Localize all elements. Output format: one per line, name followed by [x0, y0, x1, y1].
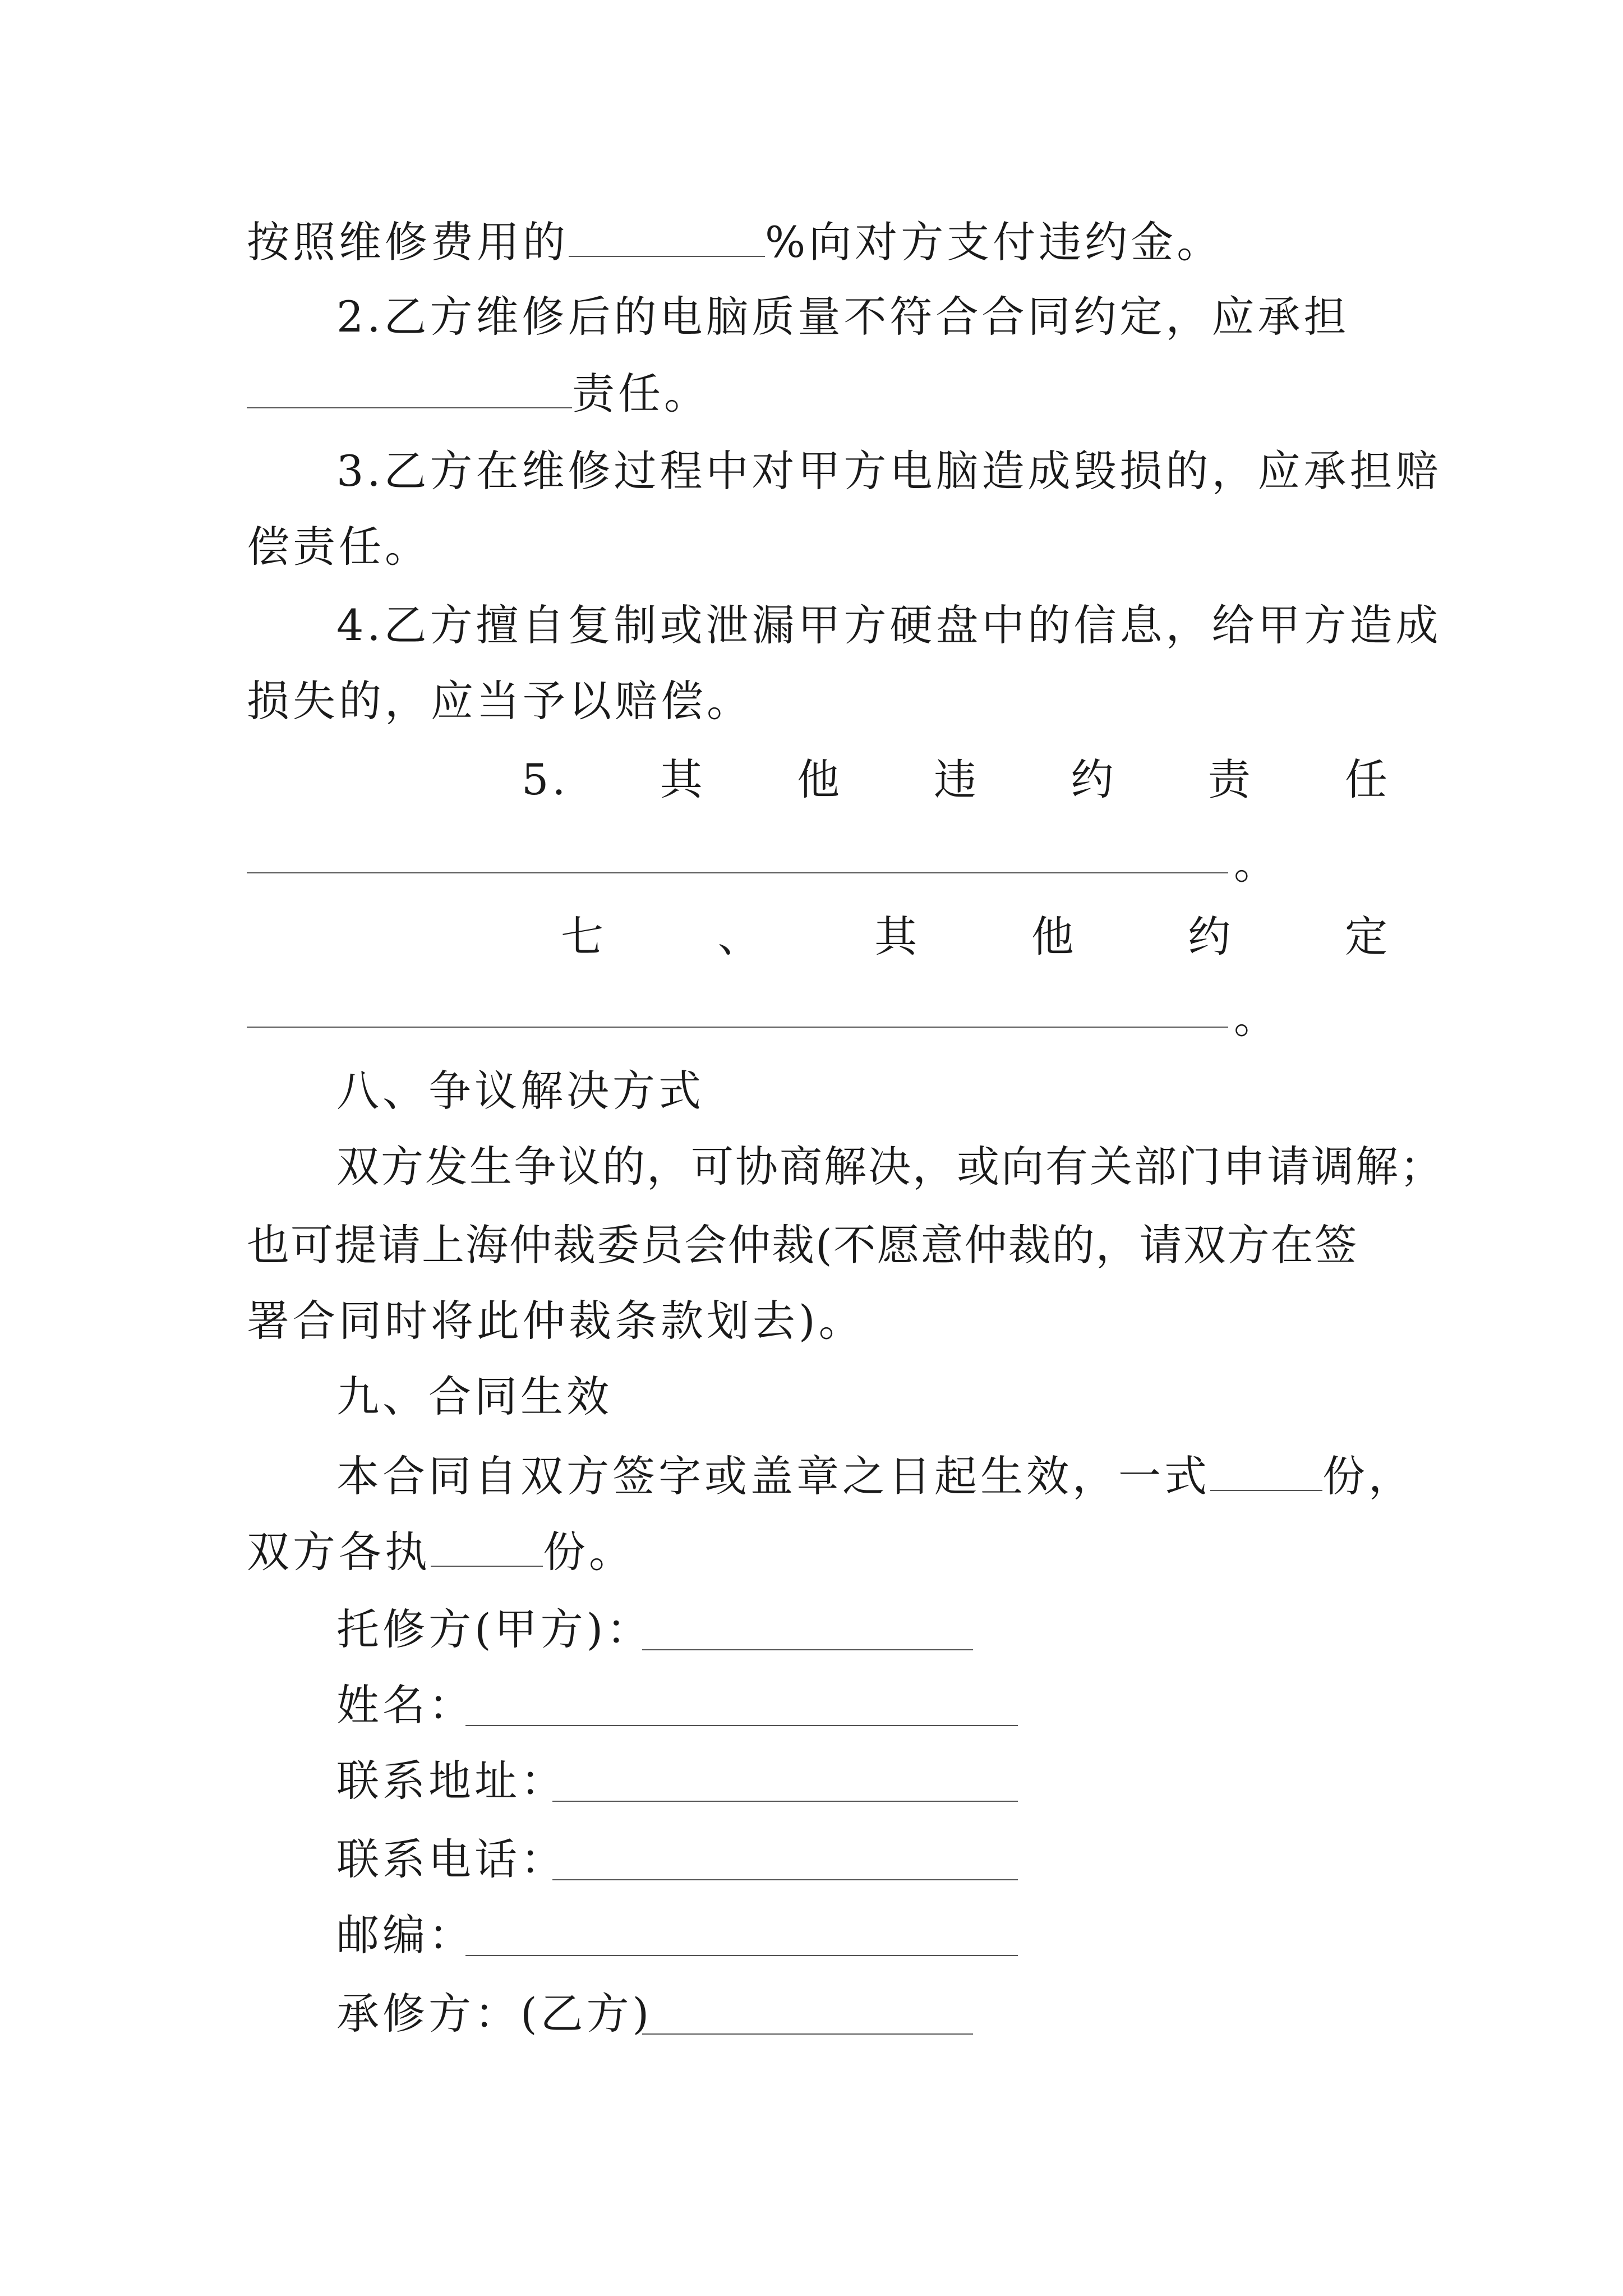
dispute-text-1: 双方发生争议的，可协商解决，或向有关部门申请调解；: [336, 1142, 1444, 1191]
phone-label: 联系电话：: [336, 1834, 566, 1884]
clause-5-number: 5.: [522, 754, 569, 804]
penalty-rate-blank[interactable]: [569, 213, 765, 257]
clause-2-text: 2.乙方维修后的电脑质量不符合合同约定，应承担: [336, 292, 1350, 342]
section-8-para-line3: [247, 1293, 1391, 1349]
other-liability-blank[interactable]: [247, 872, 1228, 873]
clause-3-text: 3.乙方在维修过程中对甲方电脑造成毁损的，应承担赔: [336, 446, 1442, 496]
section-7-char: 、: [717, 912, 764, 961]
client-party-label: 托修方(甲方)：: [336, 1604, 653, 1654]
clause-2-continuation: [247, 365, 1391, 421]
clause-3-text-end: 偿责任。: [247, 522, 431, 572]
copies-count-blank[interactable]: [1210, 1447, 1322, 1491]
clause-3-continuation: [247, 519, 1391, 575]
dispute-text-2: 也可提请上海仲裁委员会仲裁(不愿意仲裁的，请双方在签: [247, 1220, 1358, 1270]
section-9-para-line1: [336, 1447, 1414, 1503]
clause-5-char: 任: [1344, 754, 1391, 804]
clause-3-line: [336, 443, 1442, 499]
each-holds-text: 双方各执: [247, 1527, 431, 1577]
address-blank[interactable]: [552, 1801, 1018, 1802]
section-7-char: 定: [1344, 912, 1391, 961]
section-8-title: 八、争议解决方式: [336, 1066, 704, 1116]
penalty-text-end: %向对方支付违约金。: [765, 217, 1223, 267]
other-terms-blank[interactable]: [247, 1027, 1228, 1028]
name-blank[interactable]: [465, 1725, 1018, 1726]
section-8-para-line1: [336, 1139, 1444, 1195]
postcode-label: 邮编：: [336, 1910, 474, 1960]
section-7-char: 他: [1031, 912, 1077, 961]
address-label: 联系地址：: [336, 1756, 566, 1806]
clause-5-char: 责: [1207, 754, 1254, 804]
other-terms-period: 。: [1234, 993, 1276, 1043]
each-holds-text-end: 份。: [543, 1527, 635, 1577]
section-7-char: 七: [561, 912, 607, 961]
name-label: 姓名：: [336, 1680, 474, 1730]
effect-text-end: 份，: [1322, 1451, 1414, 1501]
contractor-party-blank[interactable]: [642, 2033, 973, 2035]
each-copies-blank[interactable]: [431, 1523, 543, 1567]
contractor-party-label: 承修方：(乙方): [336, 1989, 653, 2039]
section-8-heading: [336, 1063, 1391, 1119]
clause-4-text: 4.乙方擅自复制或泄漏甲方硬盘中的信息，给甲方造成: [336, 600, 1442, 650]
liability-blank[interactable]: [247, 365, 572, 408]
effect-text-start: 本合同自双方签字或盖章之日起生效，一式: [336, 1451, 1210, 1501]
liability-text: 责任。: [572, 369, 710, 418]
penalty-text-start: 按照维修费用的: [247, 217, 569, 267]
section-9-heading: [336, 1369, 1391, 1425]
clause-4-line: [336, 597, 1442, 654]
section-8-para-line2: [247, 1217, 1391, 1273]
section-7-char: 约: [1188, 912, 1234, 961]
clause-4-text-end: 损失的，应当予以赔偿。: [247, 676, 753, 726]
section-9-para-line2: [247, 1523, 1391, 1579]
phone-blank[interactable]: [552, 1879, 1018, 1880]
dispute-text-3: 署合同时将此仲裁条款划去)。: [247, 1296, 865, 1346]
clause-5-char: 约: [1071, 754, 1117, 804]
clause-5-heading: [522, 752, 1391, 808]
penalty-rate-line: [247, 213, 1391, 269]
clause-5-char: 其: [660, 754, 706, 804]
clause-5-char: 违: [934, 754, 980, 804]
client-party-blank[interactable]: [642, 1649, 973, 1650]
section-9-title: 九、合同生效: [336, 1372, 612, 1421]
postcode-blank[interactable]: [465, 1955, 1018, 1956]
other-liability-period: 。: [1234, 839, 1276, 889]
section-7-char: 其: [874, 912, 921, 961]
clause-2-line: [336, 289, 1391, 345]
section-7-heading: [561, 909, 1391, 965]
clause-5-char: 他: [796, 754, 843, 804]
clause-4-continuation: [247, 673, 1391, 729]
